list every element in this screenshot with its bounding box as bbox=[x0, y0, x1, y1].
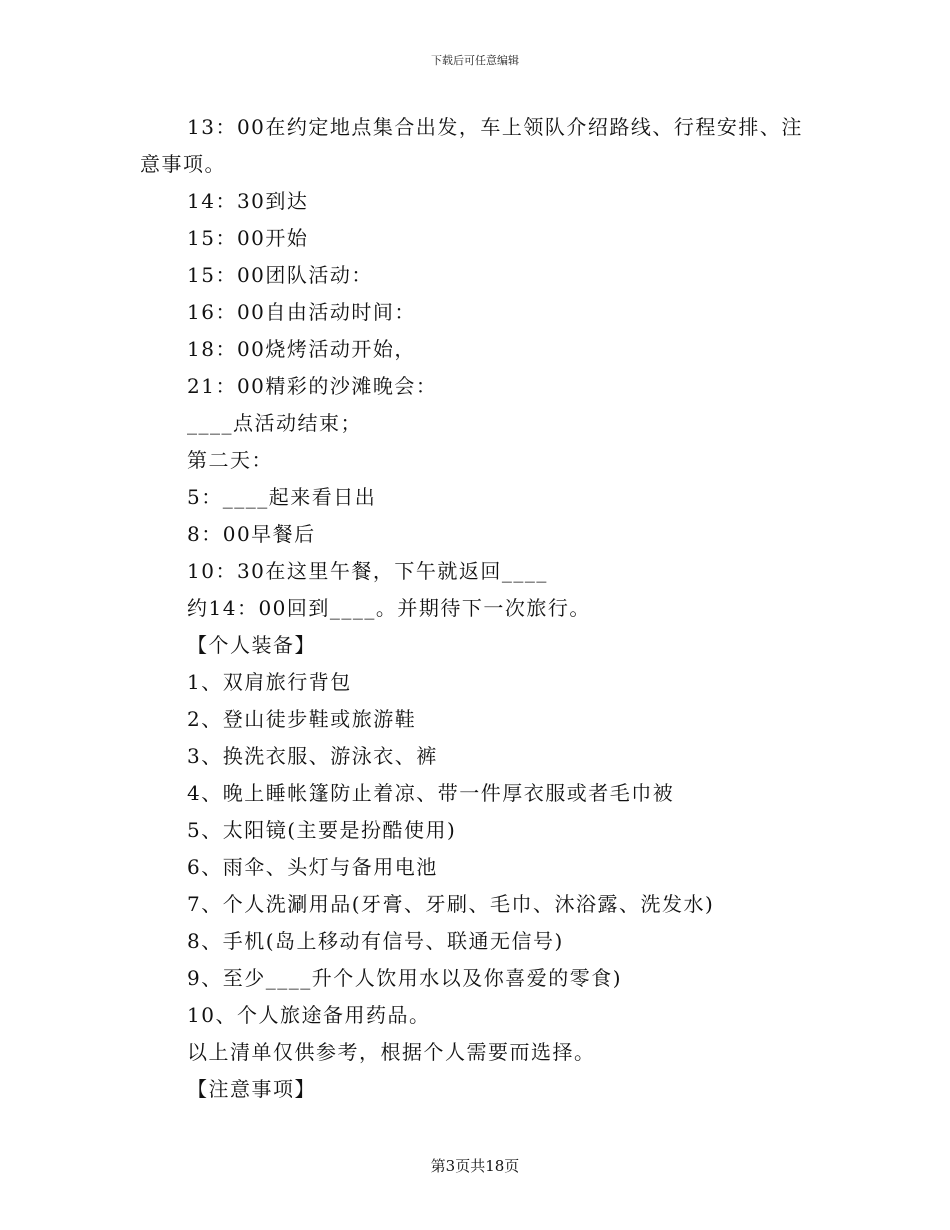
section-heading-notes: 【注意事项】 bbox=[187, 1077, 316, 1101]
list-item: 7、个人洗涮用品(牙膏、牙刷、毛巾、沐浴露、洗发水) bbox=[187, 892, 715, 916]
list-item: 5、太阳镜(主要是扮酷使用) bbox=[187, 818, 457, 842]
document-body bbox=[140, 109, 805, 1108]
list-item: 4、晚上睡帐篷防止着凉、带一件厚衣服或者毛巾被 bbox=[187, 781, 675, 805]
paragraph-10: 5：____起来看日出 bbox=[187, 485, 377, 509]
paragraph-4: 15：00团队活动： bbox=[187, 263, 373, 287]
list-item: 6、雨伞、头灯与备用电池 bbox=[187, 855, 438, 879]
list-item: 2、登山徒步鞋或旅游鞋 bbox=[187, 707, 417, 731]
paragraph-8: ____点活动结束； bbox=[187, 411, 362, 435]
paragraph-5: 16：00自由活动时间： bbox=[187, 300, 416, 324]
paragraph-6: 18：00烧烤活动开始， bbox=[187, 337, 416, 361]
page-footer: 第3页共18页 bbox=[430, 1157, 520, 1175]
paragraph-note: 以上清单仅供参考，根据个人需要而选择。 bbox=[187, 1040, 596, 1064]
paragraph-13: 约14：00回到____。并期待下一次旅行。 bbox=[187, 596, 591, 620]
list-item: 1、双肩旅行背包 bbox=[187, 670, 352, 694]
list-item: 10、个人旅途备用药品。 bbox=[187, 1003, 431, 1027]
paragraph-12: 10：30在这里午餐，下午就返回____ bbox=[187, 559, 548, 583]
list-item: 8、手机(岛上移动有信号、联通无信号) bbox=[187, 929, 564, 953]
paragraph-7: 21：00精彩的沙滩晚会： bbox=[187, 374, 438, 398]
paragraph-11: 8：00早餐后 bbox=[187, 522, 316, 546]
section-heading-equipment: 【个人装备】 bbox=[187, 633, 316, 657]
paragraph-3: 15：00开始 bbox=[187, 226, 309, 250]
list-item: 9、至少____升个人饮用水以及你喜爱的零食) bbox=[187, 966, 623, 990]
list-item: 3、换洗衣服、游泳衣、裤 bbox=[187, 744, 438, 768]
paragraph-2: 14：30到达 bbox=[187, 189, 309, 213]
paragraph-1: 13：00在约定地点集合出发，车上领队介绍路线、行程安排、注意事项。 bbox=[140, 115, 803, 176]
page-header: 下载后可任意编辑 bbox=[431, 54, 519, 67]
paragraph-9: 第二天： bbox=[187, 448, 273, 472]
